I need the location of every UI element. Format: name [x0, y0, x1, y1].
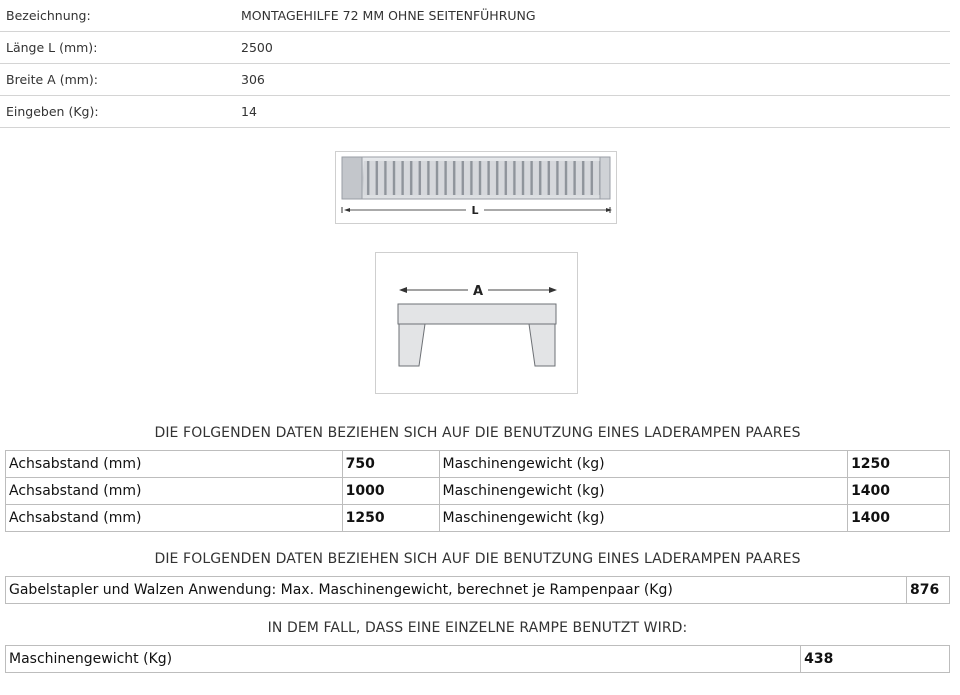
spec-value: MONTAGEHILFE 72 MM OHNE SEITENFÜHRUNG: [241, 8, 536, 23]
wheelbase-label: Achsabstand (mm): [6, 478, 343, 505]
table-row: [6, 451, 950, 478]
ramp-length-diagram: [335, 151, 617, 224]
table-row: [6, 577, 950, 604]
ramp-top-view-illustration: [336, 152, 616, 223]
width-marker-label: A: [472, 284, 484, 299]
single-ramp-weight-table: [5, 645, 950, 673]
wheelbase-value: 1000: [342, 478, 439, 505]
single-ramp-weight-label: Maschinengewicht (Kg): [6, 646, 801, 673]
forklift-weight-label: Gabelstapler und Walzen Anwendung: Max. Maschinengewicht, berechnet je Rampenpaar (Kg): [6, 577, 907, 604]
single-ramp-weight-value: 438: [801, 646, 950, 673]
section-heading-forklift: DIE FOLGENDEN DATEN BEZIEHEN SICH AUF DIE BENUTZUNG EINES LADERAMPEN PAARES: [154, 551, 801, 567]
ramp-width-diagram: [375, 252, 578, 394]
forklift-weight-value: 876: [907, 577, 950, 604]
machine-weight-label: Maschinengewicht (kg): [439, 505, 848, 532]
spec-label: Länge L (mm):: [6, 40, 98, 55]
spec-row-length: [0, 32, 950, 64]
length-marker-label: L: [471, 204, 479, 217]
table-row: [6, 505, 950, 532]
spec-label: Eingeben (Kg):: [6, 104, 99, 119]
machine-weight-label: Maschinengewicht (kg): [439, 478, 848, 505]
spec-row-weight: [0, 96, 950, 128]
wheelbase-label: Achsabstand (mm): [6, 505, 343, 532]
spec-row-width: [0, 64, 950, 96]
wheelbase-value: 750: [342, 451, 439, 478]
spec-value: 2500: [241, 40, 273, 55]
machine-weight-label: Maschinengewicht (kg): [439, 451, 848, 478]
machine-weight-value: 1400: [848, 478, 950, 505]
spec-list: [0, 0, 950, 128]
machine-weight-value: 1400: [848, 505, 950, 532]
wheelbase-weight-table: [5, 450, 950, 532]
table-row: [6, 646, 950, 673]
section-heading-single-ramp: IN DEM FALL, DASS EINE EINZELNE RAMPE BENUTZT WIRD:: [267, 620, 688, 636]
section-heading-pair-data: DIE FOLGENDEN DATEN BEZIEHEN SICH AUF DIE BENUTZUNG EINES LADERAMPEN PAARES: [154, 425, 801, 441]
table-row: [6, 478, 950, 505]
machine-weight-value: 1250: [848, 451, 950, 478]
wheelbase-label: Achsabstand (mm): [6, 451, 343, 478]
ramp-cross-section-illustration: [376, 253, 577, 393]
wheelbase-value: 1250: [342, 505, 439, 532]
forklift-weight-table: [5, 576, 950, 604]
spec-label: Bezeichnung:: [6, 8, 91, 23]
spec-row-designation: [0, 0, 950, 32]
spec-value: 14: [241, 104, 257, 119]
spec-label: Breite A (mm):: [6, 72, 99, 87]
spec-value: 306: [241, 72, 265, 87]
